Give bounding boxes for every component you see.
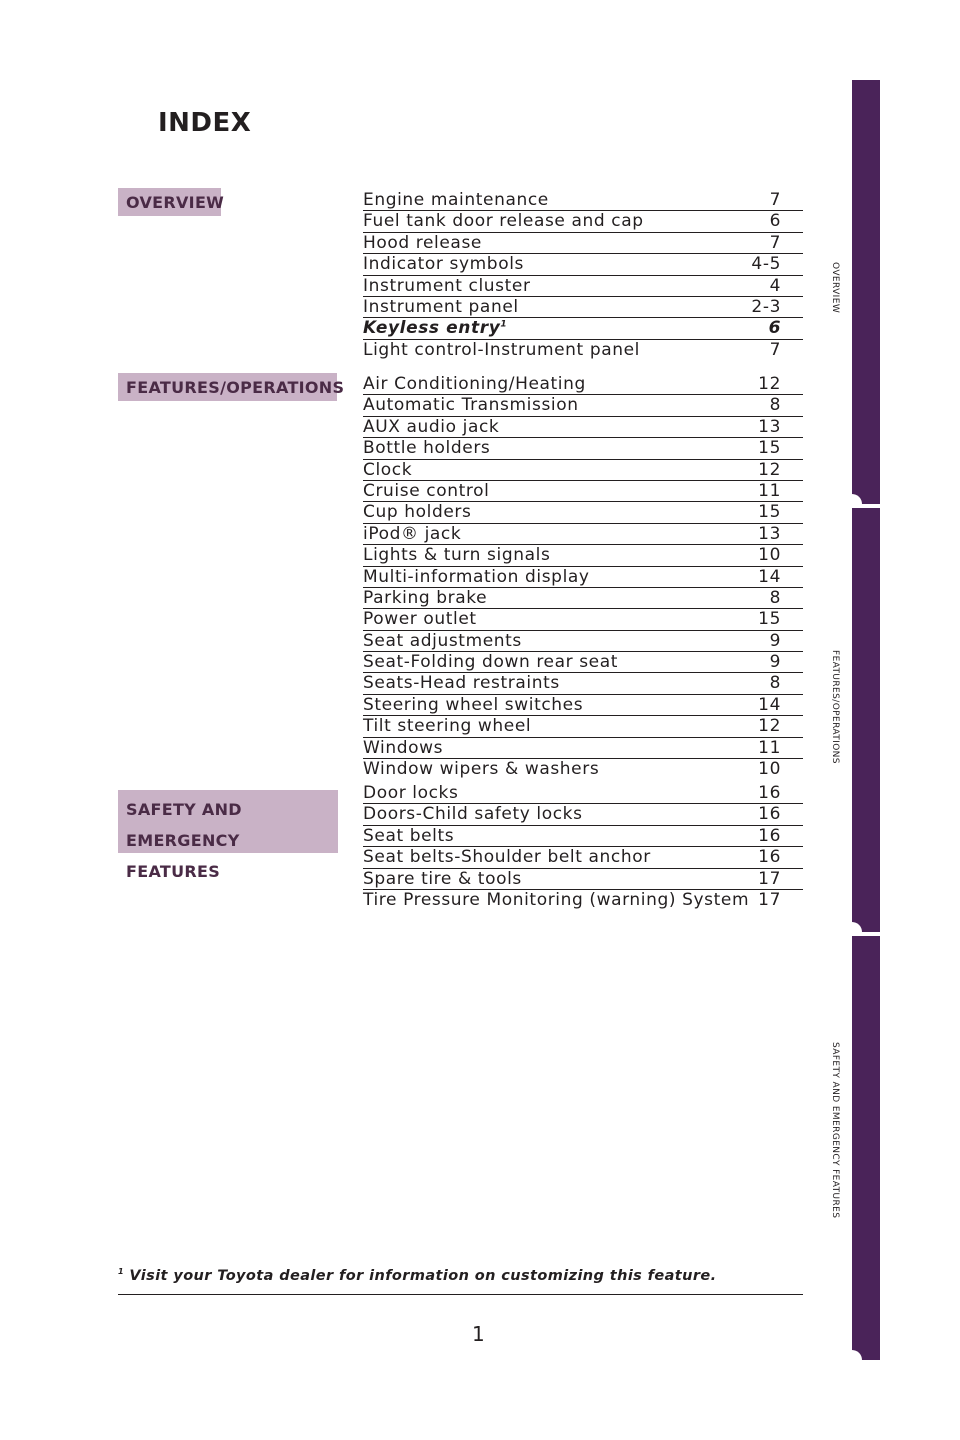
index-entry-page: 9 — [769, 630, 781, 651]
index-entry-page: 14 — [758, 566, 781, 587]
index-entry-page: 7 — [769, 190, 781, 210]
footnote-ref: 1 — [500, 319, 508, 330]
index-entry-page: 8 — [769, 395, 781, 416]
side-label-features: FEATURES/OPERATIONS — [830, 650, 840, 764]
index-entry-name: Seat belts-Shoulder belt anchor — [363, 847, 651, 868]
index-entry-name: Seat-Folding down rear seat — [363, 652, 619, 673]
index-entry-page: 7 — [769, 339, 781, 360]
index-entry — [363, 233, 803, 254]
page-title: INDEX — [158, 108, 252, 138]
index-entry-page: 16 — [758, 847, 781, 868]
safety-index-list — [363, 783, 803, 910]
index-entry-name: Doors-Child safety locks — [363, 804, 583, 825]
index-entry-page: 10 — [758, 759, 781, 780]
section-label-overview: OVERVIEW — [118, 188, 221, 216]
index-entry-name: Tire Pressure Monitoring (warning) System — [363, 889, 750, 910]
index-entry-name: Instrument cluster — [363, 275, 531, 296]
index-entry-page: 15 — [758, 609, 781, 630]
footnote-text: Visit your Toyota dealer for information on customizing this feature. — [129, 1268, 717, 1284]
index-entry-page: 10 — [758, 545, 781, 566]
index-entry — [363, 460, 803, 481]
index-entry-page: 15 — [758, 438, 781, 459]
index-entry-name: Cruise control — [363, 480, 490, 501]
index-entry-page: 16 — [758, 783, 781, 803]
index-entry-page: 2-3 — [751, 296, 781, 317]
index-entry-page: 11 — [758, 480, 781, 501]
index-entry-name: Air Conditioning/Heating — [363, 374, 586, 394]
side-tab-overview[interactable] — [852, 80, 880, 504]
index-entry-name: Instrument panel — [363, 296, 519, 317]
index-entry — [363, 567, 803, 588]
index-entry — [363, 588, 803, 609]
index-entry — [363, 374, 803, 395]
index-entry — [363, 276, 803, 297]
index-entry — [363, 318, 803, 339]
index-entry — [363, 759, 803, 779]
index-entry — [363, 869, 803, 890]
index-entry-page: 13 — [758, 523, 781, 544]
index-entry-name: Seats-Head restraints — [363, 673, 560, 694]
index-entry-page: 16 — [758, 804, 781, 825]
side-label-safety: SAFETY AND EMERGENCY FEATURES — [830, 1042, 840, 1219]
index-entry — [363, 254, 803, 275]
index-entry-page: 12 — [758, 459, 781, 480]
index-entry-page: 7 — [769, 232, 781, 253]
index-entry-name: AUX audio jack — [363, 416, 500, 437]
index-entry-name: Multi-information display — [363, 566, 590, 587]
index-entry-page: 6 — [769, 211, 781, 232]
index-entry-name: Window wipers & washers — [363, 759, 600, 780]
index-entry-name: Hood release — [363, 232, 482, 253]
index-entry-name: iPod® jack — [363, 523, 462, 544]
index-entry — [363, 524, 803, 545]
index-entry — [363, 673, 803, 694]
index-entry — [363, 652, 803, 673]
index-entry-name: Parking brake — [363, 587, 488, 608]
index-entry — [363, 297, 803, 318]
index-entry-page: 12 — [758, 374, 781, 394]
index-entry-page: 6 — [768, 318, 781, 339]
index-entry-name: Fuel tank door release and cap — [363, 211, 644, 232]
index-entry — [363, 609, 803, 630]
index-entry — [363, 190, 803, 211]
index-entry — [363, 395, 803, 416]
section-label-safety — [118, 790, 338, 881]
overview-index-list — [363, 190, 803, 360]
index-entry — [363, 695, 803, 716]
section-label-features: FEATURES/OPERATIONS — [118, 373, 337, 401]
index-entry — [363, 890, 803, 910]
index-entry — [363, 417, 803, 438]
index-entry — [363, 502, 803, 523]
index-entry — [363, 826, 803, 847]
index-entry-page: 8 — [769, 673, 781, 694]
index-entry-name: Spare tire & tools — [363, 868, 522, 889]
footnote — [118, 1268, 803, 1295]
section-label-safety-line1: SAFETY AND — [126, 800, 242, 819]
index-entry-page: 17 — [758, 868, 781, 889]
index-entry-name: Steering wheel switches — [363, 694, 584, 715]
index-entry-name: Tilt steering wheel — [363, 716, 532, 737]
index-entry-name: Windows — [363, 737, 444, 758]
index-entry — [363, 631, 803, 652]
index-entry-name: Cup holders — [363, 502, 472, 523]
index-entry-page: 17 — [758, 889, 781, 910]
index-entry-page: 8 — [769, 587, 781, 608]
index-entry-name: Light control-Instrument panel — [363, 339, 640, 360]
side-tab-safety[interactable] — [852, 936, 880, 1360]
index-entry-page: 13 — [758, 416, 781, 437]
index-entry-page: 14 — [758, 694, 781, 715]
index-entry-page: 16 — [758, 825, 781, 846]
index-entry — [363, 804, 803, 825]
index-entry-page: 4 — [769, 275, 781, 296]
index-entry-name: Seat belts — [363, 825, 455, 846]
index-entry — [363, 847, 803, 868]
index-entry — [363, 783, 803, 804]
index-entry-page: 9 — [769, 652, 781, 673]
section-label-safety-line2: EMERGENCY FEATURES — [126, 831, 240, 881]
index-entry — [363, 545, 803, 566]
index-entry — [363, 738, 803, 759]
index-entry-name: Seat adjustments — [363, 630, 522, 651]
index-entry — [363, 716, 803, 737]
index-entry-name: Door locks — [363, 783, 459, 803]
index-entry-name: Indicator symbols — [363, 254, 524, 275]
index-entry-page: 11 — [758, 737, 781, 758]
index-entry — [363, 481, 803, 502]
index-entry-name: Keyless entry$^1$ — [363, 318, 508, 339]
index-entry-page: 12 — [758, 716, 781, 737]
index-entry — [363, 438, 803, 459]
page-number: 1 — [472, 1322, 485, 1346]
features-index-list — [363, 374, 803, 779]
index-entry-name: Automatic Transmission — [363, 395, 579, 416]
footnote-marker: 1 — [118, 1267, 124, 1277]
index-entry-page: 15 — [758, 502, 781, 523]
index-entry-page: 4-5 — [751, 254, 781, 275]
index-entry-name: Power outlet — [363, 609, 477, 630]
index-entry-name: Bottle holders — [363, 438, 491, 459]
side-tab-features[interactable] — [852, 508, 880, 932]
index-entry — [363, 211, 803, 232]
index-entry-name: Clock — [363, 459, 413, 480]
side-label-overview: OVERVIEW — [830, 262, 840, 314]
index-entry-name: Engine maintenance — [363, 190, 549, 210]
index-entry-name: Lights & turn signals — [363, 545, 551, 566]
index-entry — [363, 340, 803, 360]
